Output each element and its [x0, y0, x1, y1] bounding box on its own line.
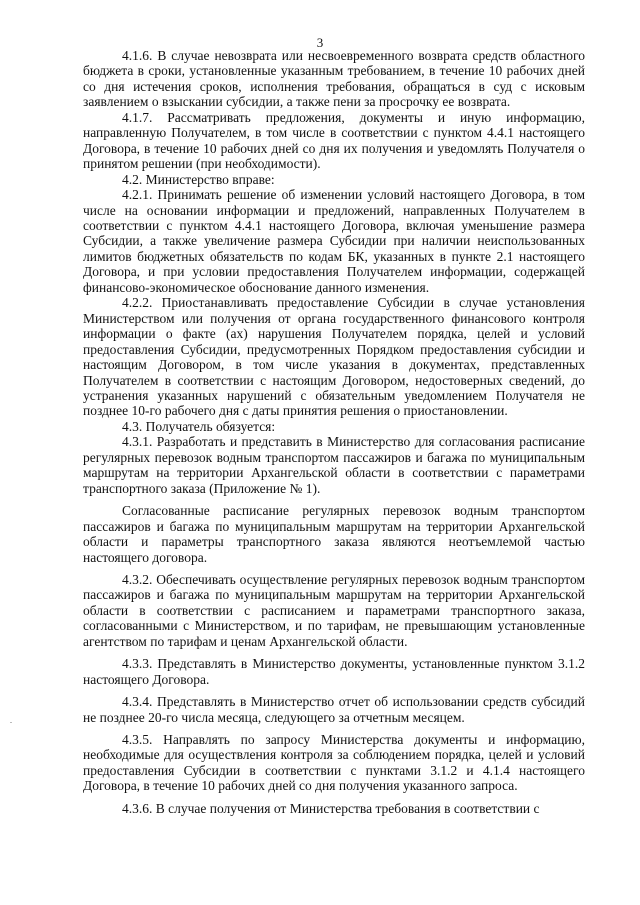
clause-4-3-2: 4.3.2. Обеспечивать осуществление регулярных перевозок водным транспортом пассажиров и багажа по муниципальным маршрутам на территории Архангельской области в соответствии с расписанием и параметрами транспортного заказа, согласованными с Министерством, и по тарифам, не превышающим установленные агентством по тарифам и ценам Архангельской области. — [83, 571, 585, 649]
scan-margin-mark — [10, 722, 12, 723]
clause-4-3-1-note: Согласованные расписание регулярных перевозок водным транспортом пассажиров и багажа по муниципальным маршрутам на территории Архангельской области и параметры транспортного заказа являются неотъемлемой частью настоящего договора. — [83, 503, 585, 565]
document-body — [83, 48, 585, 816]
clause-4-3-heading: 4.3. Получатель обязуется: — [122, 418, 276, 434]
clause-4-3-6: 4.3.6. В случае получения от Министерства требования в соответствии с — [122, 800, 540, 816]
clause-4-3-1: 4.3.1. Разработать и представить в Министерство для согласования расписание регулярных перевозок водным транспортом пассажиров и багажа по муниципальным маршрутам на территории Архангельской области в соответствии с параметрами транспортного заказа (Приложение № 1). — [83, 434, 585, 496]
clause-4-3-3: 4.3.3. Представлять в Министерство документы, установленные пунктом 3.1.2 настоящего Договора. — [83, 656, 585, 687]
page-number: 3 — [316, 35, 324, 50]
clause-4-1-6: 4.1.6. В случае невозврата или несвоевременного возврата средств областного бюджета в сроки, установленные указанным требованием, в течение 10 рабочих дней со дня истечения сроков, исполнения требования, обращаться в суд с исковым заявлением о взыскании субсидии, а также пени за просрочку ее возврата. — [83, 48, 585, 110]
clause-4-3-4: 4.3.4. Представлять в Министерство отчет об использовании средств субсидий не позднее 20-го числа месяца, следующего за отчетным месяцем. — [83, 694, 585, 725]
clause-4-3-5: 4.3.5. Направлять по запросу Министерства документы и информацию, необходимые для осуществления контроля за соблюдением порядка, целей и условий предоставления Субсидии в соответствии с пунктами 3.1.2 и 4.1.4 настоящего Договора, в течение 10 рабочих дней со дня получения указанного запроса. — [83, 732, 585, 794]
clause-4-2-2: 4.2.2. Приостанавливать предоставление Субсидии в случае установления Министерством или получения от органа государственного финансового контроля информации о факте (ах) нарушения Получателем порядка, целей и условий предоставления Субсидии, предусмотренных Порядком предоставления субсидии и настоящим Договором, в том числе указания в документах, представленных Получателем в соответствии с настоящим Договором, недостоверных сведений, до устранения указанных нарушений с обязательным уведомлением Получателя не позднее 10-го рабочего дня с даты принятия решения о приостановлении. — [83, 295, 585, 419]
clause-4-2-heading: 4.2. Министерство вправе: — [122, 171, 275, 187]
clause-4-2-1: 4.2.1. Принимать решение об изменении условий настоящего Договора, в том числе на основании информации и предложений, направленных Получателем в соответствии с пунктом 4.4.1 настоящего Договора, включая уменьшение размера Субсидии, а также увеличение размера Субсидии при наличии неиспользованных лимитов бюджетных обязательств по кодам БК, указанных в пункте 2.1 настоящего Договора, и при условии предоставления Получателем информации, содержащей финансово-экономическое обоснование данного изменения. — [83, 187, 585, 295]
clause-4-1-7: 4.1.7. Рассматривать предложения, документы и иную информацию, направленную Получателем, в том числе в соответствии с пунктом 4.4.1 настоящего Договора, в течение 10 рабочих дней со дня их получения и уведомлять Получателя о принятом решении (при необходимости). — [83, 109, 585, 172]
